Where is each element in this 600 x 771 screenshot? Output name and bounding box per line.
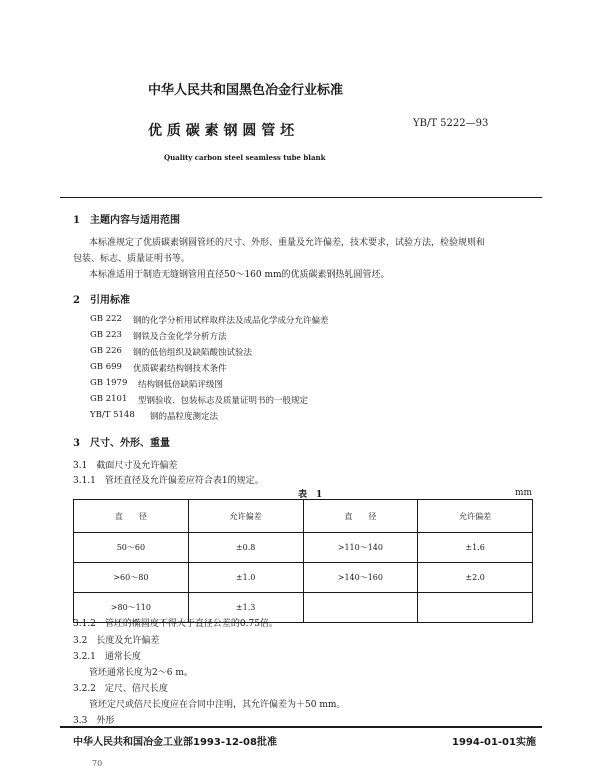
table-cell: ±1.0 xyxy=(188,563,303,593)
table-header-cell: 允许偏差 xyxy=(188,500,303,533)
page-number: 70 xyxy=(92,759,103,768)
table-cell: 50～60 xyxy=(74,533,189,563)
section1-para2: 本标准适用于制造无缝钢管用直径50～160 mm的优质碳素钢热轧圆管坯。 xyxy=(89,270,390,280)
table-cell: ±2.0 xyxy=(418,563,533,593)
clause-3-1-2: 3.1.2 管坯的椭圆度不得大于直径公差的0.75倍。 xyxy=(73,619,278,629)
table-label: 表 1 xyxy=(298,490,323,500)
section1-para1-line2: 包装、标志、质量证明书等。 xyxy=(73,254,191,264)
standard-org: 中华人民共和国黑色冶金行业标准 xyxy=(148,83,344,98)
footer-rule xyxy=(60,726,542,728)
table-unit: mm xyxy=(515,488,533,498)
table-cell: ±1.3 xyxy=(188,593,303,623)
ref-code: GB 2101 xyxy=(90,394,128,404)
clause-3-2-2-text: 管坯定尺或倍尺长度应在合同中注明，其允许偏差为＋50 mm。 xyxy=(89,700,346,710)
table-cell xyxy=(303,593,418,623)
table-header-row xyxy=(74,500,533,533)
implementation-date: 1994-01-01实施 xyxy=(452,737,536,748)
section1-heading: 1 主题内容与适用范围 xyxy=(73,215,180,226)
clause-3-2-2: 3.2.2 定尺、倍尺长度 xyxy=(73,684,168,694)
ref-title: 钢铁及合金化学分析方法 xyxy=(133,332,227,342)
clause-3-1: 3.1 截面尺寸及允许偏差 xyxy=(73,461,178,471)
section2-heading: 2 引用标准 xyxy=(73,295,130,306)
clause-3-2-1: 3.2.1 通常长度 xyxy=(73,652,141,662)
standard-code: YB/T 5222—93 xyxy=(413,118,489,129)
ref-code: YB/T 5148 xyxy=(90,410,135,420)
table-cell xyxy=(418,593,533,623)
ref-title: 钢的低倍组织及缺陷酸蚀试验法 xyxy=(133,348,253,358)
header-rule xyxy=(60,197,542,198)
title-cn: 优 质 碳 素 钢 圆 管 坯 xyxy=(148,123,295,139)
ref-title: 钢的晶粒度测定法 xyxy=(150,412,219,422)
title-en: Quality carbon steel seamless tube blank xyxy=(164,153,326,162)
ref-title: 结构钢低倍缺陷评级图 xyxy=(138,380,224,390)
table-cell: >80～110 xyxy=(74,593,189,623)
table-cell: ±0.8 xyxy=(188,533,303,563)
table-cell: >60～80 xyxy=(74,563,189,593)
table-row xyxy=(74,563,533,593)
ref-title: 优质碳素结构钢技术条件 xyxy=(133,364,227,374)
clause-3-1-1: 3.1.1 管坯直径及允许偏差应符合表1的规定。 xyxy=(73,476,264,486)
ref-title: 钢的化学分析用试样取样法及成品化学成分允许偏差 xyxy=(133,316,329,326)
clause-3-3: 3.3 外形 xyxy=(73,716,115,726)
ref-title: 型钢验收、包装标志及质量证明书的一般规定 xyxy=(138,396,309,406)
clause-3-2: 3.2 长度及允许偏差 xyxy=(73,636,160,646)
table-header-cell: 允许偏差 xyxy=(418,500,533,533)
table-cell: >110～140 xyxy=(303,533,418,563)
diameter-tolerance-table xyxy=(73,499,533,623)
ref-code: GB 1979 xyxy=(90,378,128,388)
ref-code: GB 223 xyxy=(90,330,122,340)
table-header-cell: 直 径 xyxy=(74,500,189,533)
ref-code: GB 226 xyxy=(90,346,122,356)
section1-para1-line1: 本标准规定了优质碳素钢圆管坯的尺寸、外形、重量及允许偏差，技术要求，试验方法，检验规则和 xyxy=(89,238,486,248)
table-cell: ±1.6 xyxy=(418,533,533,563)
ref-code: GB 222 xyxy=(90,314,122,324)
clause-3-2-1-text: 管坯通常长度为2～6 m。 xyxy=(89,668,193,678)
ref-code: GB 699 xyxy=(90,362,122,372)
table-row xyxy=(74,533,533,563)
table-header-cell: 直 径 xyxy=(303,500,418,533)
approval-line: 中华人民共和国冶金工业部1993-12-08批准 xyxy=(73,737,277,748)
table-cell: >140～160 xyxy=(303,563,418,593)
section3-heading: 3 尺寸、外形、重量 xyxy=(73,438,170,449)
